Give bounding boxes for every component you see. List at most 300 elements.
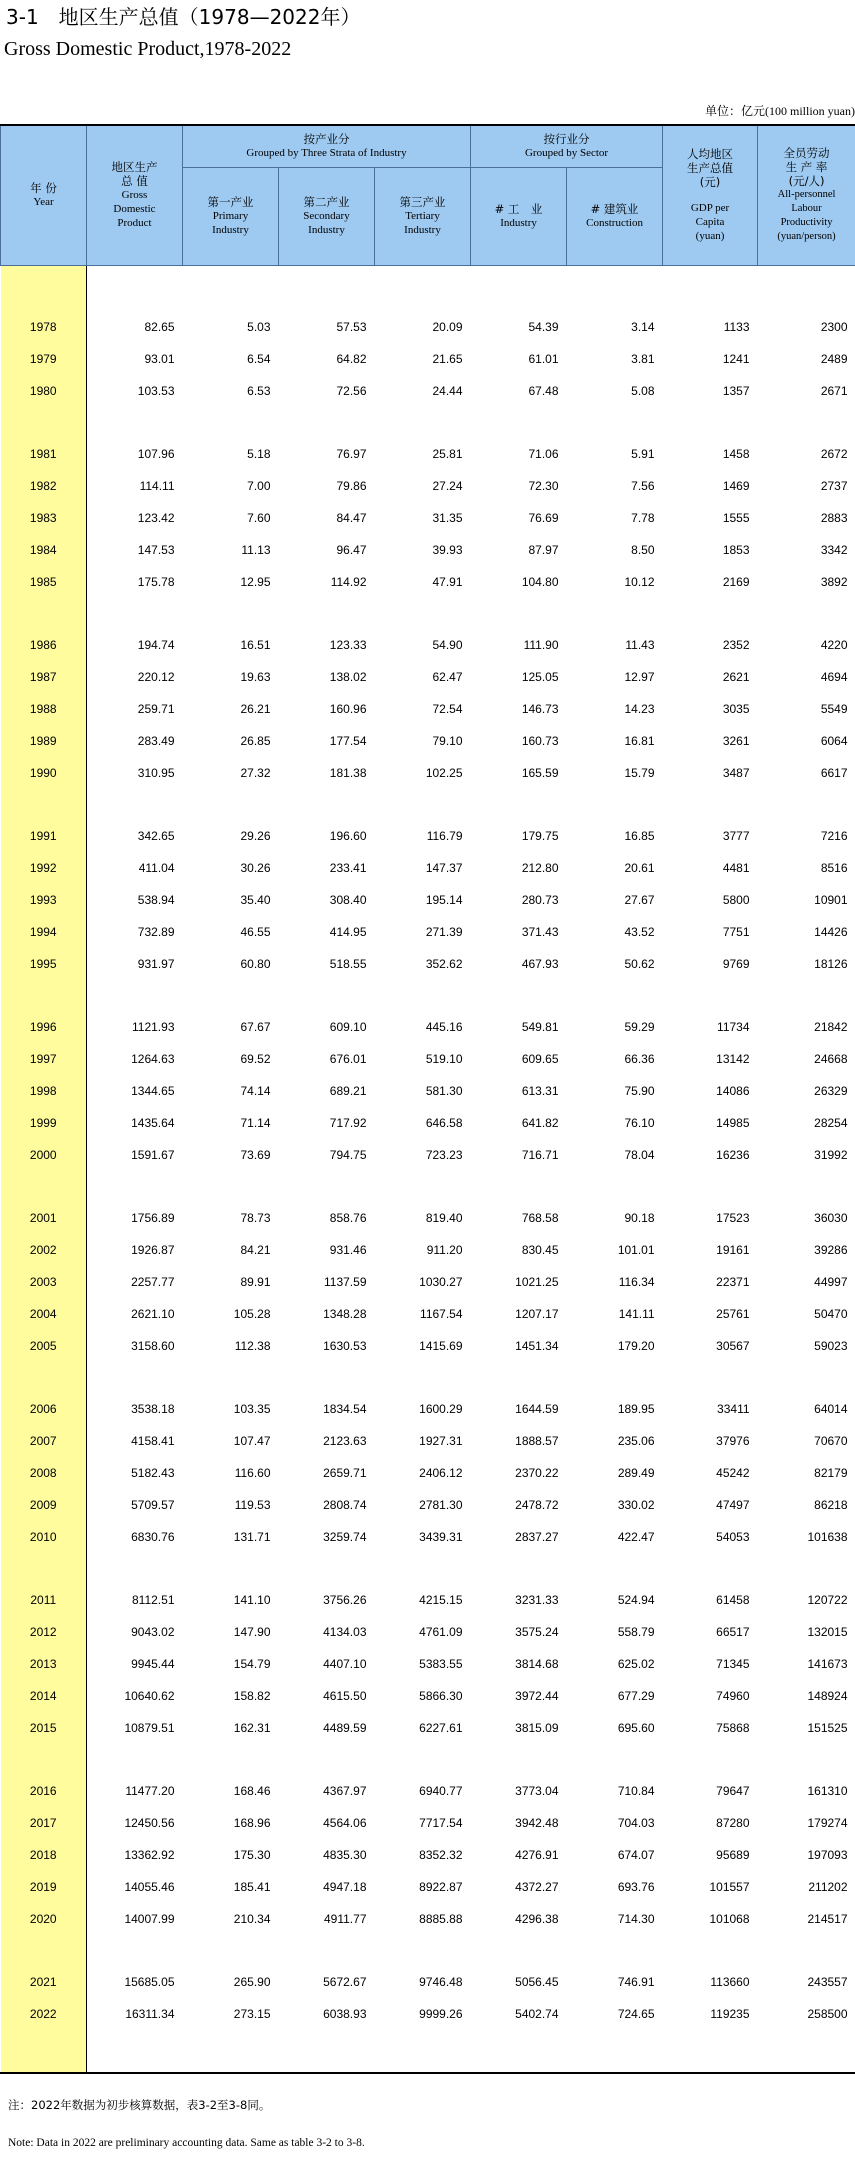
cell-industry: 3231.33: [515, 1593, 559, 1607]
spacer-cell: [471, 265, 567, 311]
table-row: [1, 375, 855, 407]
table-row: [1, 725, 855, 757]
cell-secondary: 2808.74: [323, 1498, 367, 1512]
cell-secondary: 609.10: [329, 1020, 367, 1034]
cell-productivity: 86218: [814, 1498, 848, 1512]
cell-secondary: 4134.03: [323, 1625, 367, 1639]
spacer-cell: [375, 1553, 471, 1584]
cell-year: 1981: [1, 438, 87, 470]
cell-industry: 613.31: [521, 1084, 559, 1098]
cell-construction: 524.94: [617, 1593, 655, 1607]
cell-gdp: 194.74: [137, 638, 175, 652]
cell-per-capita: 66517: [716, 1625, 750, 1639]
cell-industry: 371.43: [521, 925, 559, 939]
spacer-cell: [279, 980, 375, 1011]
cell-primary: 141.10: [233, 1593, 271, 1607]
spacer-cell: [758, 1744, 855, 1775]
table-row: [1, 852, 855, 884]
cell-primary: 5.18: [247, 447, 271, 461]
cell-tertiary: 195.14: [425, 893, 463, 907]
cell-industry: 5056.45: [515, 1975, 559, 1989]
cell-primary: 103.35: [233, 1402, 271, 1416]
cell-construction: 289.49: [617, 1466, 655, 1480]
cell-per-capita: 2352: [722, 638, 750, 652]
cell-tertiary: 8922.87: [419, 1880, 463, 1894]
cell-productivity: 148924: [807, 1689, 848, 1703]
spacer-cell: [663, 1171, 758, 1202]
spacer-cell: [375, 598, 471, 629]
spacer-cell: [87, 598, 183, 629]
cell-construction: 8.50: [631, 543, 655, 557]
cell-year: 2020: [1, 1903, 87, 1935]
cell-gdp: 1591.67: [131, 1148, 175, 1162]
cell-secondary: 96.47: [336, 543, 367, 557]
cell-productivity: 7216: [820, 829, 848, 843]
spacer-cell: [1, 265, 87, 311]
cell-gdp: 147.53: [137, 543, 175, 557]
cell-primary: 147.90: [233, 1625, 271, 1639]
cell-gdp: 9043.02: [131, 1625, 175, 1639]
cell-primary: 107.47: [233, 1434, 271, 1448]
cell-per-capita: 79647: [716, 1784, 750, 1798]
spacer-cell: [567, 1553, 663, 1584]
cell-per-capita: 113660: [710, 1975, 750, 1989]
cell-productivity: 3892: [820, 575, 848, 589]
cell-industry: 549.81: [521, 1020, 559, 1034]
cell-industry: 111.90: [523, 638, 559, 652]
cell-secondary: 4367.97: [323, 1784, 367, 1798]
cell-tertiary: 79.10: [432, 734, 463, 748]
cell-secondary: 5672.67: [323, 1975, 367, 1989]
cell-year: 1984: [1, 534, 87, 566]
cell-year: 2013: [1, 1648, 87, 1680]
cell-construction: 235.06: [617, 1434, 655, 1448]
cell-secondary: 794.75: [329, 1148, 367, 1162]
cell-gdp: 310.95: [137, 766, 175, 780]
cell-year: 1994: [1, 916, 87, 948]
cell-tertiary: 6940.77: [419, 1784, 463, 1798]
cell-primary: 168.46: [233, 1784, 271, 1798]
cell-gdp: 4158.41: [131, 1434, 175, 1448]
spacer-cell: [758, 2030, 855, 2072]
cell-per-capita: 17523: [716, 1211, 750, 1225]
spacer-cell: [279, 1553, 375, 1584]
cell-year: 1995: [1, 948, 87, 980]
cell-secondary: 123.33: [329, 638, 367, 652]
cell-secondary: 114.92: [330, 575, 367, 589]
spacer-cell: [183, 265, 279, 311]
cell-year: 1989: [1, 725, 87, 757]
cell-secondary: 2123.63: [323, 1434, 367, 1448]
cell-tertiary: 5383.55: [419, 1657, 463, 1671]
cell-tertiary: 8885.88: [419, 1912, 463, 1926]
cell-primary: 27.32: [240, 766, 271, 780]
cell-secondary: 6038.93: [323, 2007, 367, 2021]
cell-primary: 26.85: [240, 734, 271, 748]
cell-construction: 5.08: [631, 384, 655, 398]
table-row: [1, 1712, 855, 1744]
cell-secondary: 177.54: [329, 734, 367, 748]
note-cn: 注：2022年数据为初步核算数据，表3-2至3-8同。: [8, 2098, 271, 2112]
spacer-cell: [567, 407, 663, 438]
cell-per-capita: 1241: [722, 352, 750, 366]
cell-tertiary: 5866.30: [419, 1689, 463, 1703]
cell-gdp: 8112.51: [132, 1593, 175, 1607]
cell-secondary: 233.41: [329, 861, 367, 875]
cell-year: 2017: [1, 1807, 87, 1839]
table-row: [1, 438, 855, 470]
spacer-cell: [279, 2030, 375, 2072]
page-title-en: Gross Domestic Product,1978-2022: [4, 38, 292, 60]
header-secondary: 第二产业 Secondary Industry: [279, 167, 375, 265]
table-row: [1, 629, 855, 661]
cell-year: 2006: [1, 1393, 87, 1425]
spacer-cell: [758, 407, 855, 438]
cell-per-capita: 2169: [722, 575, 750, 589]
spacer-cell: [758, 789, 855, 820]
spacer-cell: [758, 1935, 855, 1966]
cell-construction: 75.90: [624, 1084, 655, 1098]
cell-gdp: 103.53: [137, 384, 175, 398]
cell-gdp: 12450.56: [124, 1816, 175, 1830]
cell-productivity: 214517: [807, 1912, 848, 1926]
cell-year: 1980: [1, 375, 87, 407]
cell-per-capita: 74960: [716, 1689, 750, 1703]
cell-industry: 71.06: [528, 447, 559, 461]
cell-year: 1990: [1, 757, 87, 789]
cell-secondary: 4489.59: [323, 1721, 367, 1735]
spacer-cell: [87, 980, 183, 1011]
cell-year: 1992: [1, 852, 87, 884]
cell-tertiary: 7717.54: [419, 1816, 463, 1830]
cell-gdp: 538.94: [137, 893, 175, 907]
cell-secondary: 196.60: [329, 829, 367, 843]
cell-secondary: 414.95: [329, 925, 367, 939]
spacer-cell: [87, 2030, 183, 2072]
cell-primary: 175.30: [233, 1848, 271, 1862]
cell-tertiary: 519.10: [425, 1052, 463, 1066]
cell-productivity: 6617: [820, 766, 848, 780]
cell-industry: 2837.27: [515, 1530, 559, 1544]
cell-year: 2014: [1, 1680, 87, 1712]
spacer-cell: [567, 789, 663, 820]
table-row: [1, 1330, 855, 1362]
cell-gdp: 342.65: [137, 829, 175, 843]
cell-industry: 72.30: [528, 479, 559, 493]
table-header: [1, 125, 855, 265]
cell-gdp: 1344.65: [131, 1084, 175, 1098]
spacer-row: [1, 980, 855, 1011]
cell-year: 2019: [1, 1871, 87, 1903]
cell-construction: 693.76: [617, 1880, 655, 1894]
spacer-cell: [183, 980, 279, 1011]
cell-primary: 154.79: [233, 1657, 271, 1671]
spacer-cell: [279, 598, 375, 629]
cell-per-capita: 61458: [716, 1593, 750, 1607]
table-row: [1, 1266, 855, 1298]
table-row: [1, 1616, 855, 1648]
spacer-cell: [279, 1935, 375, 1966]
spacer-cell: [183, 407, 279, 438]
cell-per-capita: 2621: [722, 670, 750, 684]
cell-productivity: 10901: [814, 893, 848, 907]
spacer-cell: [663, 407, 758, 438]
table-body: [1, 265, 855, 2072]
table-row: [1, 884, 855, 916]
table-row: [1, 820, 855, 852]
table-row: [1, 1584, 855, 1616]
spacer-cell: [279, 265, 375, 311]
cell-per-capita: 101557: [709, 1880, 750, 1894]
cell-gdp: 16311.34: [125, 2007, 175, 2021]
cell-industry: 1021.25: [515, 1275, 559, 1289]
unit-label: 单位：亿元(100 million yuan): [705, 104, 855, 118]
cell-gdp: 11477.20: [125, 1784, 175, 1798]
cell-per-capita: 14086: [716, 1084, 750, 1098]
cell-tertiary: 8352.32: [419, 1848, 463, 1862]
spacer-cell: [567, 1171, 663, 1202]
cell-per-capita: 3035: [722, 702, 750, 716]
cell-primary: 7.60: [247, 511, 271, 525]
cell-primary: 5.03: [247, 320, 271, 334]
spacer-cell: [87, 1362, 183, 1393]
spacer-row: [1, 1171, 855, 1202]
cell-secondary: 717.92: [329, 1116, 367, 1130]
cell-tertiary: 25.81: [432, 447, 463, 461]
cell-industry: 3814.68: [515, 1657, 559, 1671]
cell-industry: 641.82: [521, 1116, 559, 1130]
cell-year: 2016: [1, 1775, 87, 1807]
cell-tertiary: 819.40: [425, 1211, 463, 1225]
cell-primary: 162.31: [233, 1721, 271, 1735]
spacer-cell: [375, 2030, 471, 2072]
cell-industry: 179.75: [521, 829, 559, 843]
cell-productivity: 2737: [820, 479, 848, 493]
cell-industry: 3575.24: [515, 1625, 559, 1639]
spacer-cell: [1, 407, 87, 438]
cell-primary: 12.95: [240, 575, 271, 589]
cell-construction: 27.67: [624, 893, 655, 907]
cell-industry: 87.97: [528, 543, 559, 557]
cell-gdp: 13362.92: [124, 1848, 175, 1862]
cell-secondary: 4835.30: [323, 1848, 367, 1862]
spacer-cell: [758, 598, 855, 629]
cell-secondary: 1630.53: [323, 1339, 367, 1353]
cell-industry: 165.59: [521, 766, 559, 780]
table-row: [1, 1775, 855, 1807]
cell-construction: 20.61: [624, 861, 655, 875]
cell-gdp: 82.65: [144, 320, 175, 334]
spacer-cell: [471, 1362, 567, 1393]
spacer-cell: [758, 1171, 855, 1202]
table-row: [1, 1298, 855, 1330]
header-industry: # 工 业 Industry: [471, 167, 567, 265]
cell-construction: 710.84: [617, 1784, 655, 1798]
cell-year: 2009: [1, 1489, 87, 1521]
cell-gdp: 5709.57: [131, 1498, 175, 1512]
cell-industry: 5402.74: [515, 2007, 559, 2021]
cell-secondary: 2659.71: [323, 1466, 367, 1480]
spacer-cell: [758, 1553, 855, 1584]
cell-tertiary: 2781.30: [419, 1498, 463, 1512]
cell-secondary: 931.46: [329, 1243, 367, 1257]
cell-secondary: 160.96: [329, 702, 367, 716]
cell-construction: 724.65: [617, 2007, 655, 2021]
spacer-cell: [663, 980, 758, 1011]
header-tertiary: 第三产业 Tertiary Industry: [375, 167, 471, 265]
cell-gdp: 1264.63: [131, 1052, 175, 1066]
cell-construction: 116.34: [618, 1275, 655, 1289]
spacer-cell: [375, 1744, 471, 1775]
cell-tertiary: 39.93: [432, 543, 463, 557]
spacer-cell: [183, 2030, 279, 2072]
spacer-cell: [87, 1171, 183, 1202]
table-row: [1, 661, 855, 693]
table-row: [1, 916, 855, 948]
cell-per-capita: 16236: [716, 1148, 750, 1162]
cell-per-capita: 25761: [716, 1307, 750, 1321]
header-by-strata: 按产业分 Grouped by Three Strata of Industry: [183, 125, 471, 167]
cell-industry: 67.48: [528, 384, 559, 398]
cell-industry: 1644.59: [515, 1402, 559, 1416]
cell-primary: 26.21: [240, 702, 271, 716]
page-title-cn: 3-1 地区生产总值（1978—2022年）: [6, 5, 361, 29]
spacer-cell: [1, 980, 87, 1011]
cell-construction: 11.43: [625, 638, 655, 652]
cell-gdp: 14007.99: [124, 1912, 175, 1926]
cell-tertiary: 102.25: [425, 766, 463, 780]
table-row: [1, 1043, 855, 1075]
cell-per-capita: 54053: [716, 1530, 750, 1544]
cell-year: 1982: [1, 470, 87, 502]
spacer-cell: [375, 1935, 471, 1966]
cell-year: 1993: [1, 884, 87, 916]
spacer-row: [1, 1553, 855, 1584]
cell-gdp: 1756.89: [131, 1211, 175, 1225]
cell-secondary: 308.40: [329, 893, 367, 907]
cell-secondary: 84.47: [336, 511, 367, 525]
cell-construction: 695.60: [617, 1721, 655, 1735]
cell-year: 2003: [1, 1266, 87, 1298]
cell-per-capita: 71345: [716, 1657, 750, 1671]
cell-industry: 280.73: [521, 893, 559, 907]
spacer-cell: [471, 2030, 567, 2072]
cell-tertiary: 2406.12: [419, 1466, 463, 1480]
cell-industry: 61.01: [528, 352, 559, 366]
cell-construction: 12.97: [624, 670, 655, 684]
cell-industry: 2478.72: [515, 1498, 559, 1512]
cell-construction: 66.36: [624, 1052, 655, 1066]
cell-year: 1985: [1, 566, 87, 598]
cell-industry: 609.65: [521, 1052, 559, 1066]
cell-gdp: 175.78: [137, 575, 175, 589]
cell-productivity: 151525: [807, 1721, 848, 1735]
cell-industry: 1207.17: [515, 1307, 559, 1321]
table-row: [1, 1425, 855, 1457]
cell-secondary: 64.82: [336, 352, 367, 366]
cell-year: 1998: [1, 1075, 87, 1107]
spacer-cell: [663, 1553, 758, 1584]
cell-industry: 54.39: [528, 320, 559, 334]
cell-tertiary: 9999.26: [419, 2007, 463, 2021]
spacer-cell: [183, 1935, 279, 1966]
spacer-cell: [471, 407, 567, 438]
cell-construction: 50.62: [624, 957, 655, 971]
cell-gdp: 6830.76: [131, 1530, 175, 1544]
table-row: [1, 1680, 855, 1712]
cell-productivity: 59023: [814, 1339, 848, 1353]
cell-construction: 704.03: [617, 1816, 655, 1830]
cell-construction: 625.02: [617, 1657, 655, 1671]
cell-tertiary: 62.47: [432, 670, 463, 684]
cell-gdp: 2621.10: [131, 1307, 175, 1321]
cell-tertiary: 646.58: [425, 1116, 463, 1130]
spacer-cell: [279, 1744, 375, 1775]
cell-secondary: 72.56: [336, 384, 367, 398]
cell-year: 1991: [1, 820, 87, 852]
cell-per-capita: 5800: [722, 893, 750, 907]
cell-construction: 746.91: [617, 1975, 655, 1989]
cell-industry: 1888.57: [515, 1434, 559, 1448]
cell-productivity: 120722: [807, 1593, 848, 1607]
table-row: [1, 1202, 855, 1234]
cell-gdp: 220.12: [137, 670, 175, 684]
cell-tertiary: 21.65: [432, 352, 463, 366]
cell-year: 2022: [1, 1998, 87, 2030]
spacer-row: [1, 1744, 855, 1775]
cell-per-capita: 19161: [716, 1243, 750, 1257]
cell-productivity: 31992: [814, 1148, 848, 1162]
cell-productivity: 2883: [820, 511, 848, 525]
cell-construction: 714.30: [617, 1912, 655, 1926]
cell-construction: 422.47: [617, 1530, 655, 1544]
header-gdp: 地区生产 总 值 Gross Domestic Product: [87, 125, 183, 265]
cell-secondary: 1834.54: [323, 1402, 367, 1416]
cell-primary: 69.52: [240, 1052, 271, 1066]
cell-secondary: 4564.06: [323, 1816, 367, 1830]
cell-productivity: 36030: [814, 1211, 848, 1225]
spacer-cell: [567, 265, 663, 311]
spacer-cell: [471, 980, 567, 1011]
cell-per-capita: 3777: [722, 829, 750, 843]
spacer-cell: [1, 2030, 87, 2072]
cell-tertiary: 581.30: [425, 1084, 463, 1098]
cell-tertiary: 20.09: [432, 320, 463, 334]
cell-productivity: 211202: [808, 1880, 848, 1894]
cell-gdp: 123.42: [137, 511, 175, 525]
cell-primary: 74.14: [240, 1084, 271, 1098]
spacer-cell: [87, 1553, 183, 1584]
cell-gdp: 9945.44: [131, 1657, 175, 1671]
header-per-capita: 人均地区 生产总值 (元) GDP per Capita (yuan): [663, 125, 758, 265]
cell-industry: 3942.48: [515, 1816, 559, 1830]
cell-productivity: 2672: [820, 447, 848, 461]
table-row: [1, 1807, 855, 1839]
spacer-cell: [663, 1744, 758, 1775]
spacer-cell: [758, 265, 855, 311]
cell-year: 2004: [1, 1298, 87, 1330]
cell-year: 2011: [1, 1584, 87, 1616]
spacer-cell: [471, 1553, 567, 1584]
cell-primary: 71.14: [240, 1116, 271, 1130]
cell-primary: 60.80: [240, 957, 271, 971]
cell-productivity: 3342: [820, 543, 848, 557]
cell-year: 1978: [1, 311, 87, 343]
cell-primary: 35.40: [240, 893, 271, 907]
cell-gdp: 107.96: [137, 447, 175, 461]
cell-year: 2005: [1, 1330, 87, 1362]
cell-productivity: 5549: [820, 702, 848, 716]
